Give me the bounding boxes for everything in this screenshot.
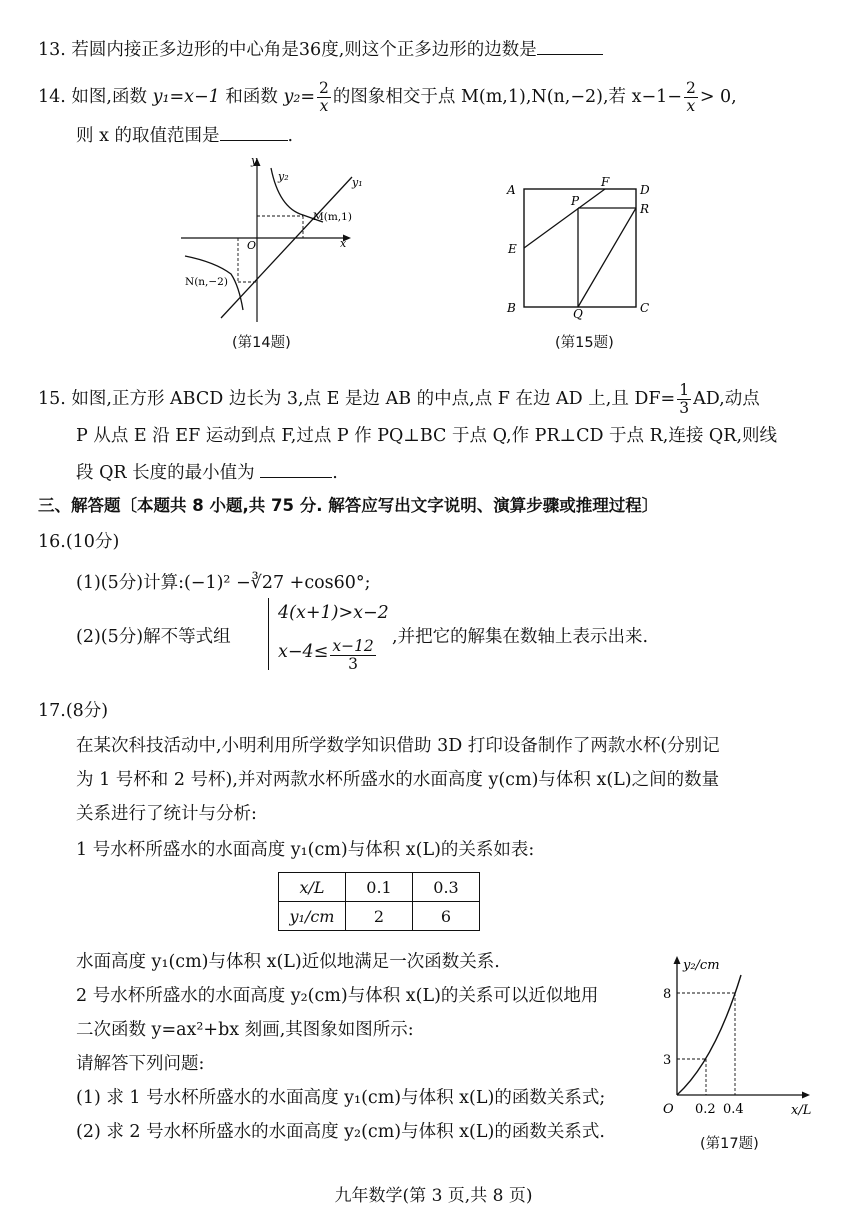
q17-score: (8分) bbox=[65, 701, 109, 721]
q15-text-a: 如图,正方形 ABCD 边长为 3,点 E 是边 AB 的中点,点 F 在边 AD 上,且 DF= bbox=[71, 389, 676, 409]
q14-fraction bbox=[317, 80, 331, 115]
q15-label-B: B bbox=[507, 301, 516, 315]
table-cell: y₁/cm bbox=[279, 902, 346, 931]
q15-caption: (第15题) bbox=[555, 335, 614, 351]
table-row bbox=[279, 902, 480, 931]
q14-y1-label: y₁ bbox=[352, 176, 363, 189]
q14-text-a: 如图,函数 bbox=[71, 87, 153, 107]
table-cell: 0.1 bbox=[346, 873, 413, 902]
q16-ineq2-fraction bbox=[330, 638, 375, 673]
q14-text-d: > 0, bbox=[699, 87, 737, 107]
q13-line bbox=[38, 36, 603, 62]
q17-header bbox=[38, 699, 108, 723]
page-footer: 九年数学(第 3 页,共 8 页) bbox=[334, 1186, 533, 1206]
q17-number: 17. bbox=[38, 701, 66, 721]
q15-label-P: P bbox=[571, 194, 580, 208]
q17-table-intro: 1 号水杯所盛水的水面高度 y₁(cm)与体积 x(L)的关系如表: bbox=[76, 840, 535, 860]
q13-text: 若圆内接正多边形的中心角是36度,则这个正多边形的边数是 bbox=[71, 40, 537, 60]
table-row bbox=[279, 873, 480, 902]
q17-x-arrow bbox=[802, 1092, 810, 1099]
q15-frac-den: 3 bbox=[679, 399, 690, 417]
q16-brace bbox=[268, 598, 275, 670]
q16-number: 16. bbox=[38, 532, 66, 552]
q14-answer-blank[interactable] bbox=[220, 122, 288, 141]
q16-ineq2-den: 3 bbox=[348, 655, 358, 673]
q17-y-label: y₂/cm bbox=[683, 958, 720, 973]
q17-para-l2: 为 1 号杯和 2 号杯),并对两款水杯所盛水的水面高度 y(cm)与体积 x(L)之间的数量 bbox=[76, 770, 720, 790]
q14-y2-label: y₂ bbox=[278, 170, 289, 183]
q14-frac-num: 2 bbox=[319, 79, 329, 97]
q15-label-C: C bbox=[640, 301, 650, 315]
q17-line-a: 水面高度 y₁(cm)与体积 x(L)近似地满足一次函数关系. bbox=[76, 952, 500, 972]
q15-figure bbox=[500, 175, 660, 320]
q17-para-l3: 关系进行了统计与分析: bbox=[76, 804, 257, 824]
q15-answer-blank[interactable] bbox=[260, 459, 332, 478]
q16-part2-label: (2)(5分)解不等式组 bbox=[76, 627, 231, 647]
q13-number: 13. bbox=[38, 40, 66, 60]
q14-M-label: M(m,1) bbox=[313, 211, 352, 223]
table-cell: 2 bbox=[346, 902, 413, 931]
q14-fraction-2 bbox=[684, 80, 698, 115]
q14-line1 bbox=[38, 80, 737, 115]
q14-question: 则 x 的取值范围是 bbox=[76, 126, 220, 146]
q14-graph bbox=[175, 150, 365, 325]
q16-part1 bbox=[76, 571, 371, 595]
q17-y-arrow bbox=[674, 956, 681, 964]
q15-label-F: F bbox=[601, 175, 610, 189]
q14-text-b: 和函数 bbox=[219, 87, 284, 107]
q17-xtick-0.4: 0.4 bbox=[723, 1102, 744, 1117]
q16-inequality-1: 4(x+1)>x−2 bbox=[278, 603, 389, 623]
q17-ytick-3: 3 bbox=[663, 1053, 672, 1068]
q16-part1-expr: (−1)² −∛27 +cos60°; bbox=[183, 573, 371, 593]
table-cell: 0.3 bbox=[413, 873, 480, 902]
q15-segment-EF bbox=[524, 189, 605, 248]
q16-score: (10分) bbox=[65, 532, 120, 552]
q16-part2 bbox=[76, 625, 231, 649]
q14-frac-den: x bbox=[319, 97, 329, 115]
q17-para-l1: 在某次科技活动中,小明利用所学数学知识借助 3D 打印设备制作了两款水杯(分别记 bbox=[76, 736, 720, 756]
q14-y2-lhs: y₂= bbox=[283, 87, 316, 107]
q15-fraction bbox=[677, 382, 691, 417]
q17-origin-label: O bbox=[663, 1102, 674, 1117]
q14-frac2-den: x bbox=[686, 97, 696, 115]
q15-label-E: E bbox=[508, 242, 517, 256]
q14-x-label: x bbox=[340, 237, 347, 250]
q15-text-line3: 段 QR 长度的最小值为 bbox=[76, 463, 255, 483]
q17-table bbox=[278, 872, 480, 931]
q15-segment-QR bbox=[578, 208, 636, 307]
q16-inequality-2 bbox=[278, 638, 378, 673]
q17-line-f: (2) 求 2 号水杯所盛水的水面高度 y₂(cm)与体积 x(L)的函数关系式. bbox=[76, 1122, 605, 1142]
q14-line2: 则 x 的取值范围是 . bbox=[76, 122, 293, 148]
q15-text-b: AD,动点 bbox=[693, 389, 760, 409]
q16-header bbox=[38, 530, 119, 554]
q15-label-Q: Q bbox=[573, 307, 583, 320]
q14-y-label: y bbox=[251, 154, 258, 167]
q14-frac2-num: 2 bbox=[685, 79, 696, 97]
q17-line-c: 二次函数 y=ax²+bx 刻画,其图象如图所示: bbox=[76, 1020, 414, 1040]
q15-frac-num: 1 bbox=[679, 381, 690, 399]
section3-title: 三、解答题〔本题共 8 小题,共 75 分. 解答应写出文字说明、演算步骤或推理过程〕 bbox=[38, 496, 659, 515]
q15-label-D: D bbox=[640, 183, 650, 197]
table-cell: 6 bbox=[413, 902, 480, 931]
q15-line1 bbox=[38, 382, 760, 417]
q16-ineq2-lhs: x−4≤ bbox=[278, 642, 329, 662]
q15-label-R: R bbox=[640, 202, 650, 216]
q14-origin-label: O bbox=[247, 239, 257, 252]
q14-number: 14. bbox=[38, 87, 66, 107]
q15-line3 bbox=[76, 459, 338, 485]
q17-ytick-8: 8 bbox=[663, 987, 672, 1002]
q17-line-b: 2 号水杯所盛水的水面高度 y₂(cm)与体积 x(L)的关系可以近似地用 bbox=[76, 986, 599, 1006]
q14-caption: (第14题) bbox=[232, 335, 291, 351]
q17-caption: (第17题) bbox=[700, 1136, 759, 1152]
q17-graph bbox=[655, 945, 835, 1125]
q15-period: . bbox=[332, 463, 338, 483]
q15-label-A: A bbox=[507, 183, 516, 197]
q16-part1-label: (1)(5分)计算: bbox=[76, 573, 184, 593]
q17-xtick-0.2: 0.2 bbox=[695, 1102, 716, 1117]
q14-y1-def: y₁=x−1 bbox=[152, 87, 220, 107]
q15-line2 bbox=[76, 424, 777, 448]
q16-ineq2-num: x−12 bbox=[332, 637, 374, 655]
q17-line-e: (1) 求 1 号水杯所盛水的水面高度 y₁(cm)与体积 x(L)的函数关系式; bbox=[76, 1088, 606, 1108]
table-cell: x/L bbox=[279, 873, 346, 902]
q17-line-d: 请解答下列问题: bbox=[76, 1054, 205, 1074]
q14-text-c: 的图象相交于点 M(m,1),N(n,−2),若 x−1− bbox=[332, 87, 682, 107]
q13-answer-blank[interactable] bbox=[537, 36, 603, 55]
q15-text-line2: P 从点 E 沿 EF 运动到点 F,过点 P 作 PQ⊥BC 于点 Q,作 PR⊥CD 于点 R,连接 QR,则线 bbox=[76, 426, 778, 446]
q14-N-label: N(n,−2) bbox=[185, 276, 228, 288]
q15-number: 15. bbox=[38, 389, 66, 409]
q17-x-label: x/L bbox=[791, 1103, 812, 1118]
q16-part2-end: ,并把它的解集在数轴上表示出来. bbox=[392, 627, 649, 647]
